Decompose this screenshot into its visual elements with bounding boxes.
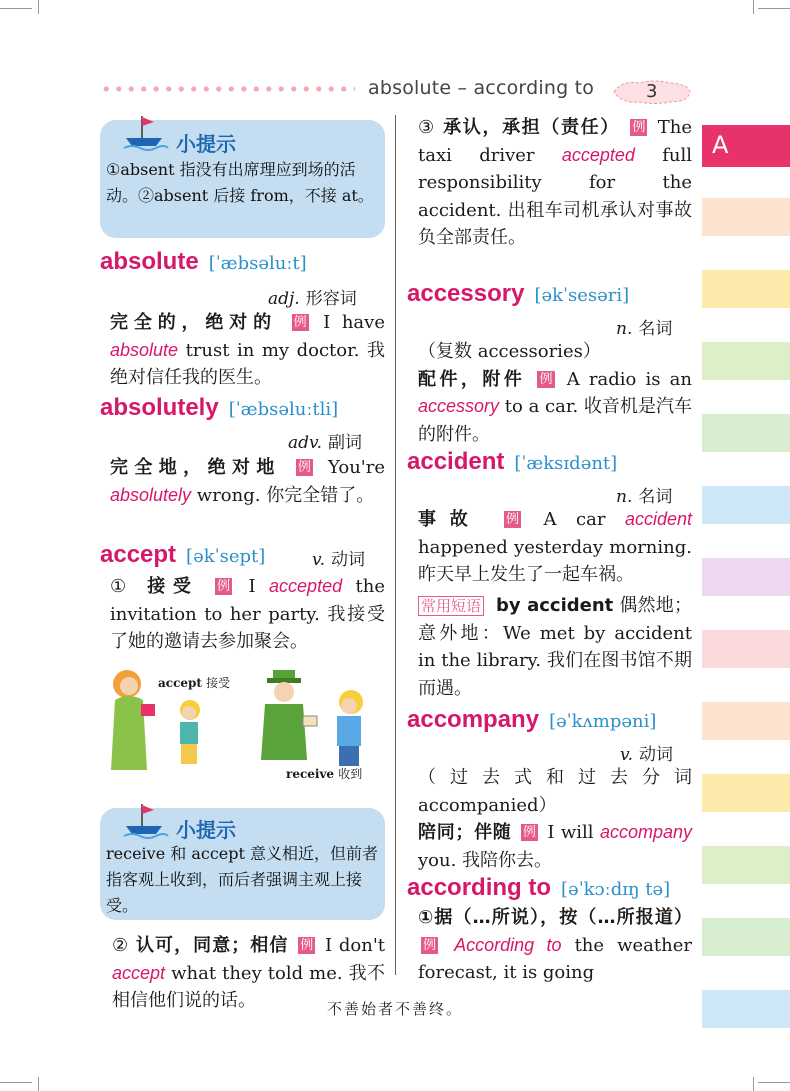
crop-mark — [753, 0, 754, 14]
crop-mark — [758, 8, 790, 9]
boat-icon — [118, 800, 170, 840]
pos-label: v. 动词 — [620, 745, 673, 765]
entry-text: ③ 承认，承担（责任） 例 The taxi driver accepted full responsibility for the accident. 出租车司机承认对事故负全部责任。 — [418, 117, 692, 248]
crop-mark — [753, 1077, 754, 1091]
header-range: absolute – according to — [368, 77, 595, 99]
crop-mark — [38, 0, 39, 14]
pos-label: n. 名词 — [616, 487, 673, 507]
tip-title: 小提示 — [176, 818, 236, 842]
headword-accept: accept [əkˈsept] — [100, 541, 266, 568]
entry-text: ①据（…所说），按（…所报道） 例 According to the weather forecast, it is going — [418, 907, 692, 983]
page-number-badge — [610, 78, 692, 106]
crop-mark — [0, 1082, 32, 1083]
boat-icon — [118, 112, 170, 152]
headword-accident: accident [ˈæksɪdənt] — [407, 448, 618, 475]
pos-label: adv. 副词 — [288, 433, 363, 453]
crop-mark — [758, 1082, 790, 1083]
side-tab[interactable] — [702, 486, 790, 524]
tip-title: 小提示 — [176, 132, 236, 156]
side-tab[interactable] — [702, 414, 790, 452]
column-divider — [395, 115, 396, 975]
footer-proverb: 不善始者不善终。 — [326, 1000, 463, 1018]
header-dots — [100, 84, 355, 94]
page-number: 3 — [646, 81, 658, 102]
tip-text: ①absent 指没有出席理应到场的活动。②absent 后接 from，不接 at。 — [106, 160, 374, 205]
side-tab[interactable] — [702, 918, 790, 956]
headword-accompany: accompany [əˈkʌmpəni] — [407, 706, 657, 733]
tab-letter-a[interactable]: A — [702, 125, 790, 167]
phrase-label: 常用短语 — [418, 596, 484, 616]
tip-text: receive 和 accept 意义相近，但前者指客观上收到，而后者强调主观上接受。 — [106, 844, 379, 915]
entry-text: ① 接受 例 I accepted the invitation to her party. 我接受了她的邀请去参加聚会。 — [110, 576, 385, 652]
entry-text: （复数 accessories） 配件，附件 例 A radio is an accessory to a car. 收音机是汽车的附件。 — [418, 341, 692, 445]
pos-label: adj. 形容词 — [268, 289, 357, 309]
entry-text: 事故 例 A car accident happened yesterday morning. 昨天早上发生了一起车祸。 — [418, 509, 692, 585]
side-tab[interactable] — [702, 198, 790, 236]
entry-text: 完全地，绝对地 例 You're absolutely wrong. 你完全错了。 — [110, 457, 385, 506]
side-tab[interactable] — [702, 558, 790, 596]
illustration-caption-receive: receive 收到 — [286, 767, 363, 781]
entry-text: 完全的，绝对的 例 I have absolute trust in my doctor. 我绝对信任我的医生。 — [110, 312, 385, 388]
side-tab[interactable] — [702, 270, 790, 308]
side-tab[interactable] — [702, 774, 790, 812]
crop-mark — [0, 8, 32, 9]
headword-absolutely: absolutely [ˈæbsəluːtli] — [100, 394, 339, 421]
entry-text: ② 认可，同意；相信 例 I don't accept what they told me. 我不相信他们说的话。 — [112, 935, 386, 1011]
accept-receive-illustration — [105, 660, 385, 780]
headword-absolute: absolute [ˈæbsəluːt] — [100, 248, 307, 275]
side-tab[interactable] — [702, 630, 790, 668]
side-tab[interactable] — [702, 342, 790, 380]
phrase-text: 常用短语 by accident 偶然地；意外地：We met by accident in the library. 我们在图书馆不期而遇。 — [418, 595, 692, 699]
headword-accessory: accessory [əkˈsesəri] — [407, 280, 630, 307]
pos-label: n. 名词 — [616, 319, 673, 339]
side-tab[interactable] — [702, 846, 790, 884]
headword-according-to: according to [əˈkɔːdɪŋ tə] — [407, 874, 671, 901]
side-tab[interactable] — [702, 702, 790, 740]
crop-mark — [38, 1077, 39, 1091]
pos-label: v. 动词 — [312, 550, 365, 570]
entry-text: （过去式和过去分词 accompanied） 陪同；伴随 例 I will accompany you. 我陪你去。 — [418, 767, 692, 871]
illustration-caption-accept: accept 接受 — [158, 676, 231, 690]
